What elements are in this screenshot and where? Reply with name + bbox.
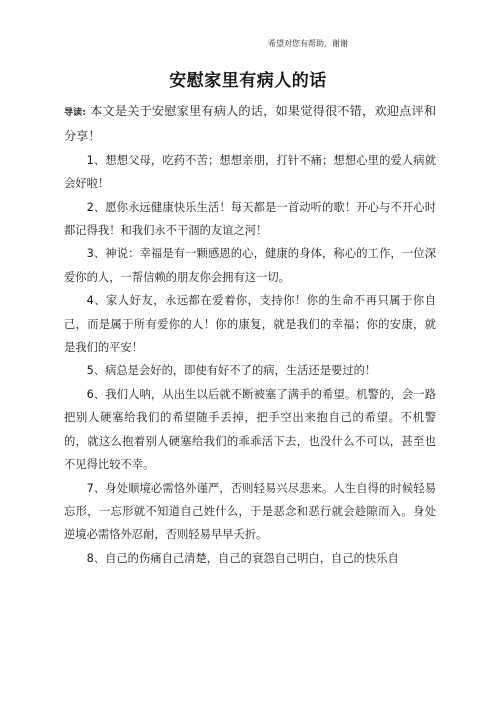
paragraph-4: 4、家人好友，永远都在爱着你，支持你！你的生命不再只属于你自己，而是属于所有爱你的人！你的康复，就是我们的幸福；你的安康，就是我们的平安！	[64, 294, 436, 355]
lead-paragraph	[64, 100, 436, 149]
paragraph-8: 8、自己的伤痛自己清楚，自己的衰怨自己明白，自己的快乐自	[86, 551, 399, 565]
paragraph-6: 6、我们人呐，从出生以后就不断被塞了满手的希望。机警的，会一路把别人硬塞给我们的希望随手丢掉，把手空出来抱自己的希望。不机警的，就这么抱着别人硬塞给我们的乖乖活下去，也没什么不可以，甚至也不见得比较不幸。	[64, 387, 436, 472]
lead-text: 本文是关于安慰家里有病人的话，如果觉得很不错，欢迎点评和分享！	[64, 104, 437, 144]
document-body	[64, 100, 436, 570]
paragraph-3: 3、神说：幸福是有一颗感恩的心，健康的身体，称心的工作，一位深爱你的人，一帮信赖的朋友你会拥有这一切。	[64, 247, 436, 284]
paragraph-5: 5、病总是会好的，即使有好不了的病，生活还是要过的！	[86, 364, 377, 378]
page-title: 安慰家里有病人的话	[169, 71, 327, 91]
paragraph-2: 2、愿你永远健康快乐生活！每天都是一首动听的歌！开心与不开心时都记得我！和我们永不干涸的友谊之河！	[64, 200, 436, 238]
header-note: 希望对您有帮助，谢谢	[268, 39, 348, 48]
paragraph-7: 7、身处顺境必需恪外谨严，否则轻易兴尽悲来。人生自得的时候轻易忘形，一忘形就不知道自己姓什么，于是恶念和恶行就会趁隙而入。身处逆境必需恪外忍耐，否则轻易早早夭折。	[64, 481, 436, 542]
paragraph-1: 1、想想父母，吃药不苦；想想亲朋，打针不痛；想想心里的爱人病就会好啦！	[64, 153, 436, 191]
lead-label: 导读:	[64, 108, 86, 118]
